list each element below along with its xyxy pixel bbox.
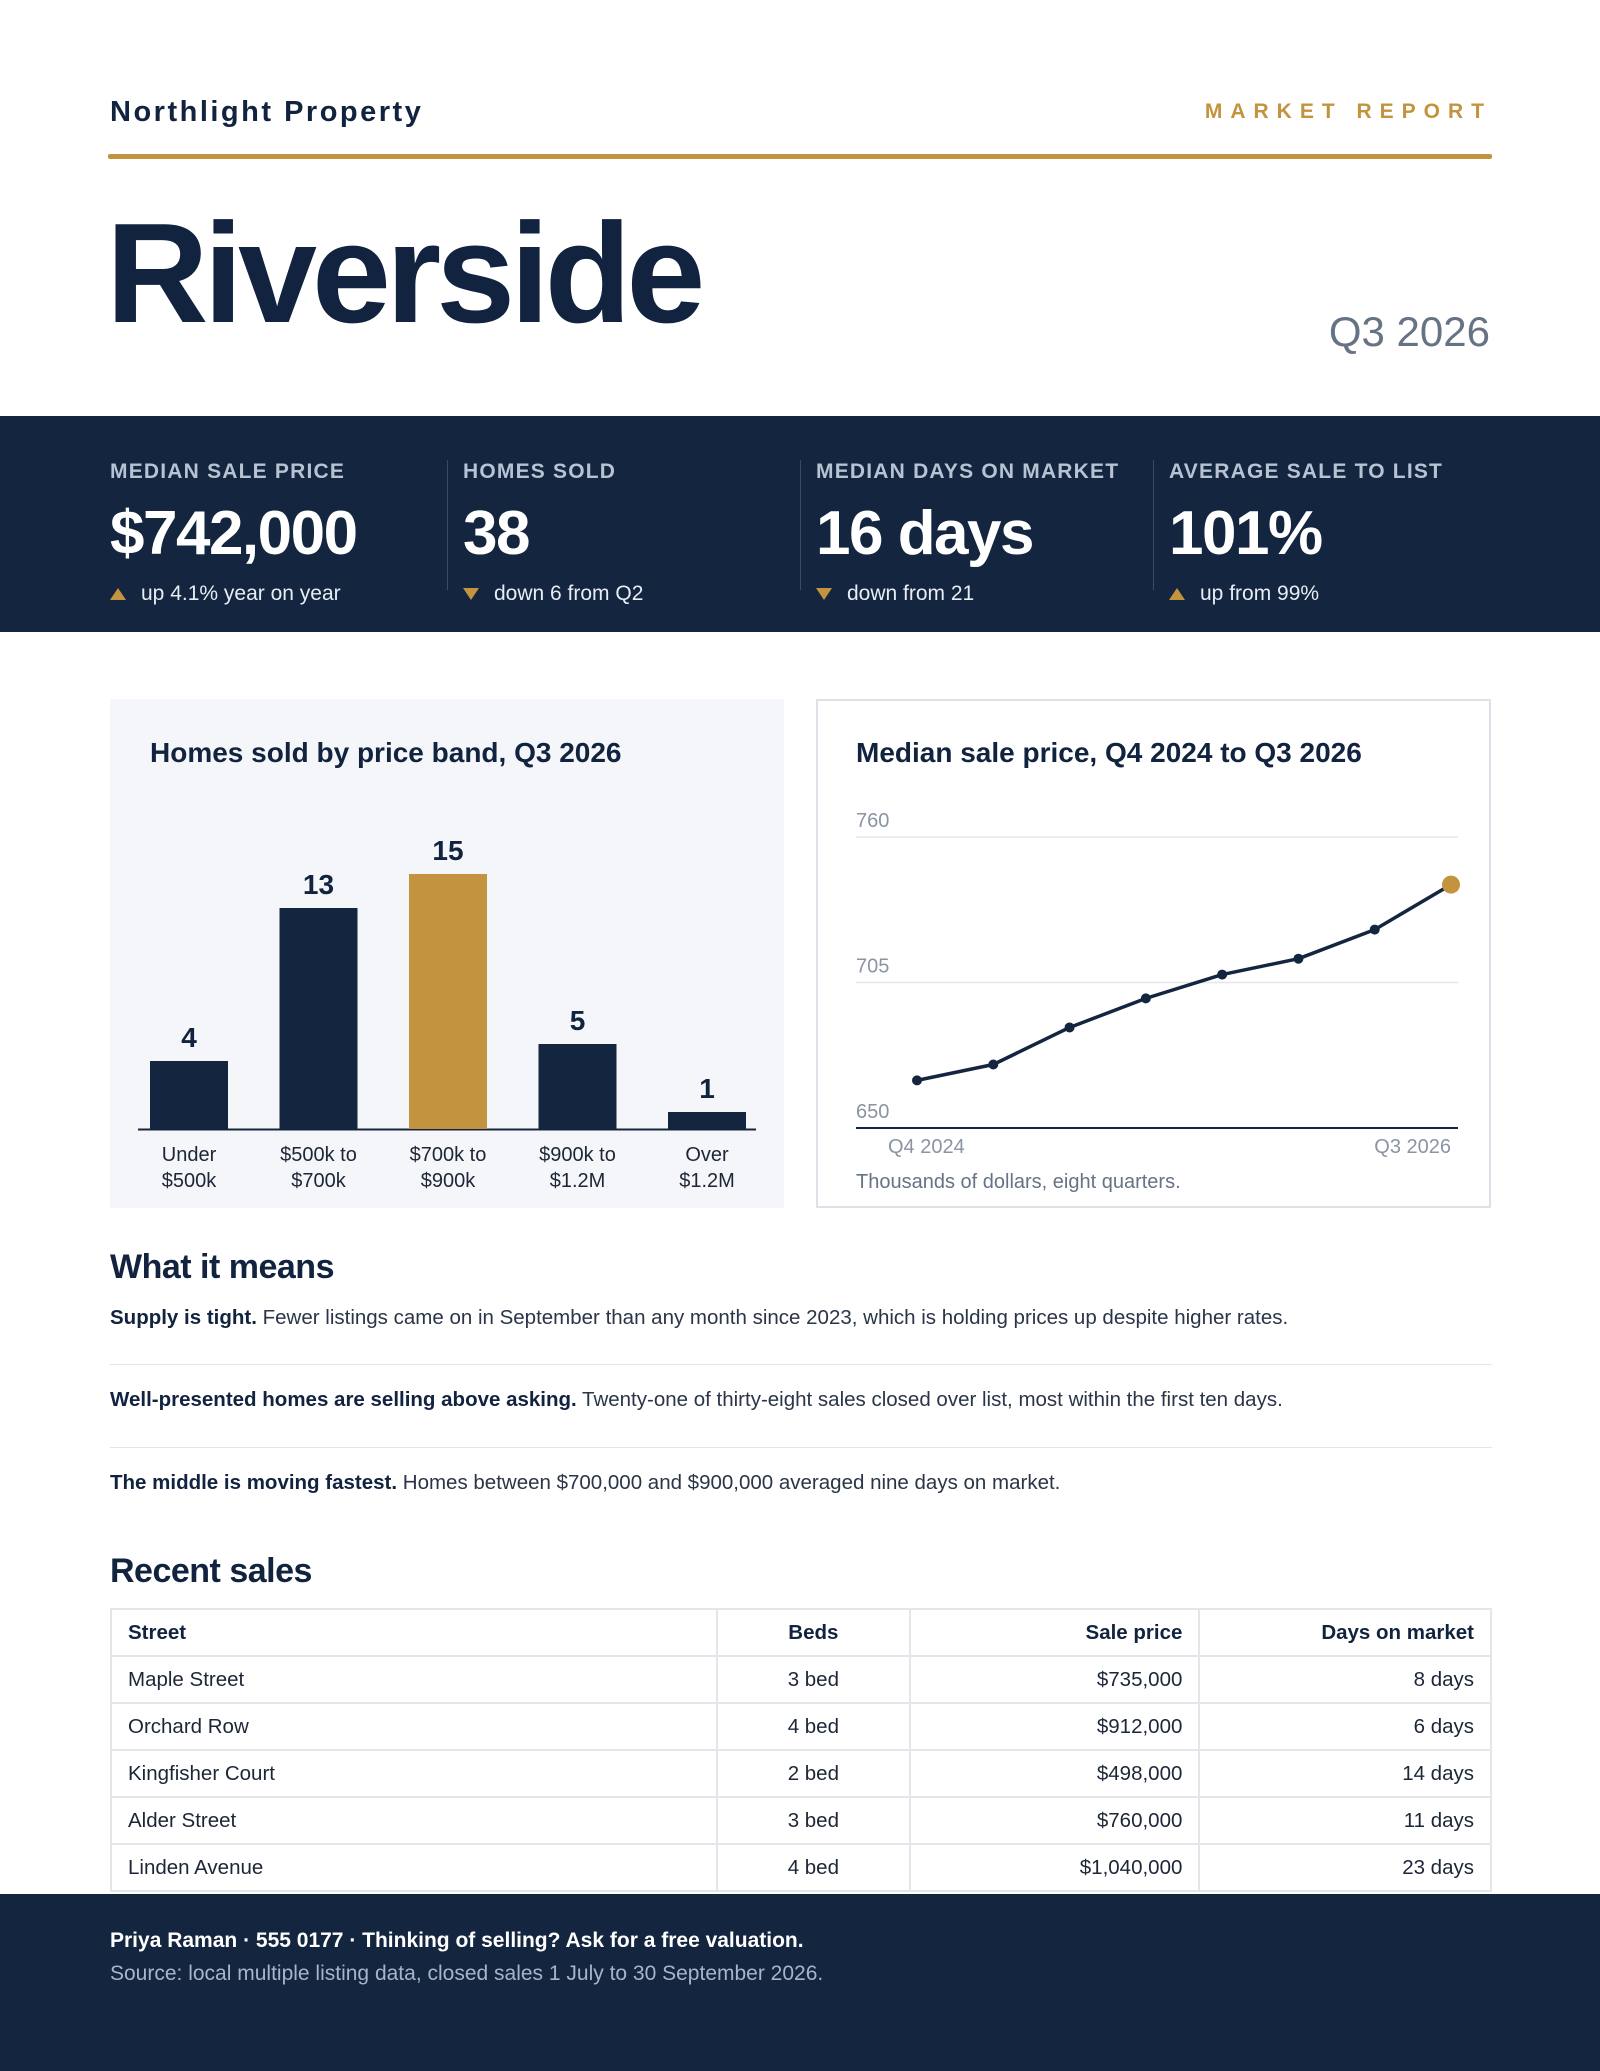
recent-sales-table: [110, 1608, 1492, 1892]
stat-label: MEDIAN DAYS ON MARKET: [816, 460, 1120, 483]
cell-sale-price: $912,000: [910, 1703, 1200, 1750]
data-point: [1370, 925, 1380, 935]
key-stats-band: [0, 416, 1600, 632]
bar-value-label: 15: [432, 835, 464, 866]
category-label: $1.2M: [679, 1170, 735, 1192]
table-row: [111, 1703, 1491, 1750]
stat-label: HOMES SOLD: [463, 460, 617, 483]
stat-value: 16 days: [816, 499, 1034, 568]
data-point: [1217, 970, 1227, 980]
cell-sale-price: $1,040,000: [910, 1844, 1200, 1891]
cell-street: Alder Street: [111, 1797, 717, 1844]
cell-street: Maple Street: [111, 1656, 717, 1703]
cell-beds: 4 bed: [717, 1844, 910, 1891]
data-point: [1293, 954, 1303, 964]
stat-change-text: down from 21: [847, 582, 975, 605]
cell-beds: 4 bed: [717, 1703, 910, 1750]
report-period: Q3 2026: [1328, 308, 1490, 355]
cell-sale-price: $735,000: [910, 1656, 1200, 1703]
category-label: $1.2M: [549, 1170, 606, 1192]
cell-street: Orchard Row: [111, 1703, 717, 1750]
stat-change-text: down 6 from Q2: [494, 582, 644, 605]
insight-lead: The middle is moving fastest.: [110, 1471, 398, 1494]
stat-value: 101%: [1169, 499, 1322, 568]
cell-beds: 2 bed: [717, 1750, 910, 1797]
category-label: $700k to: [409, 1144, 487, 1166]
cell-days-on-market: 6 days: [1199, 1703, 1491, 1750]
trend-up-icon: [110, 588, 126, 600]
data-point: [1141, 993, 1151, 1003]
category-label: $900k to: [539, 1144, 616, 1166]
insights-heading: What it means: [110, 1248, 334, 1286]
category-label: Over: [685, 1144, 729, 1166]
table-row: [111, 1656, 1491, 1703]
stat-label: AVERAGE SALE TO LIST: [1169, 460, 1444, 483]
column-header-street: Street: [111, 1609, 717, 1656]
insight-divider: [110, 1447, 1492, 1448]
chart-caption: Thousands of dollars, eight quarters.: [856, 1171, 1181, 1193]
bar-value-label: 5: [569, 1005, 586, 1036]
trend-down-icon: [463, 588, 479, 600]
category-label: $500k: [161, 1170, 217, 1192]
insight-text: Homes between $700,000 and $900,000 averaged nine days on market.: [397, 1471, 1061, 1494]
y-tick-label: 705: [856, 955, 890, 978]
bar: [409, 874, 487, 1129]
agent-contact: Priya Raman · 555 0177 · Thinking of selling? Ask for a free valuation.: [110, 1929, 804, 1952]
x-tick-label: Q4 2024: [888, 1136, 965, 1158]
insight-lead: Supply is tight.: [110, 1306, 257, 1329]
x-tick-label: Q3 2026: [1374, 1136, 1451, 1158]
median-price-chart-card: [816, 699, 1491, 1208]
stat-change: [110, 582, 341, 606]
category-label: $500k to: [280, 1144, 357, 1166]
bar: [668, 1112, 746, 1129]
bar-value-label: 4: [181, 1022, 197, 1053]
cell-days-on-market: 11 days: [1199, 1797, 1491, 1844]
insight-text: Fewer listings came on in September than any month since 2023, which is holding prices up despite higher rates.: [256, 1306, 1289, 1329]
stat-divider: [800, 460, 801, 590]
insight-lead: Well-presented homes are selling above asking.: [110, 1388, 577, 1411]
document-type: MARKET REPORT: [1204, 100, 1492, 123]
stat-change: [1169, 582, 1319, 606]
footer: [0, 1894, 1600, 2071]
chart-title: Median sale price, Q4 2024 to Q3 2026: [856, 737, 1362, 768]
chart-title: Homes sold by price band, Q3 2026: [150, 737, 622, 768]
column-header-days-on-market: Days on market: [1199, 1609, 1491, 1656]
table-row: [111, 1844, 1491, 1891]
bar: [150, 1061, 228, 1129]
category-label: $900k: [420, 1170, 476, 1192]
y-tick-label: 760: [856, 810, 890, 832]
stat-change: [816, 582, 974, 606]
stat-change-text: up from 99%: [1200, 582, 1320, 605]
latest-data-point: [1442, 876, 1460, 894]
cell-sale-price: $760,000: [910, 1797, 1200, 1844]
bar: [280, 908, 358, 1129]
stat-divider: [447, 460, 448, 590]
cell-beds: 3 bed: [717, 1656, 910, 1703]
stat-value: $742,000: [110, 499, 357, 568]
stat-divider: [1153, 460, 1154, 590]
page-title: Riverside: [106, 194, 701, 353]
header-rule: [108, 154, 1492, 159]
bar-value-label: 13: [302, 869, 335, 900]
stat-value: 38: [463, 499, 529, 568]
cell-street: Linden Avenue: [111, 1844, 717, 1891]
y-tick-label: 650: [856, 1101, 890, 1123]
median-price-line-chart: [818, 701, 1489, 1206]
column-header-beds: Beds: [717, 1609, 910, 1656]
stat-change-text: up 4.1% year on year: [141, 582, 341, 605]
insight-item: [110, 1471, 1492, 1495]
data-point: [1065, 1022, 1075, 1032]
insight-text: Twenty-one of thirty-eight sales closed over list, most within the first ten days.: [576, 1388, 1283, 1411]
cell-sale-price: $498,000: [910, 1750, 1200, 1797]
trend-up-icon: [1169, 588, 1185, 600]
cell-days-on-market: 14 days: [1199, 1750, 1491, 1797]
data-point: [988, 1060, 998, 1070]
category-label: Under: [161, 1144, 217, 1166]
brand-name: Northlight Property: [110, 96, 424, 128]
data-source-note: Source: local multiple listing data, closed sales 1 July to 30 September 2026.: [110, 1962, 824, 1985]
column-header-sale-price: Sale price: [910, 1609, 1200, 1656]
table-row: [111, 1750, 1491, 1797]
insight-divider: [110, 1364, 1492, 1365]
cell-beds: 3 bed: [717, 1797, 910, 1844]
category-label: $700k: [291, 1170, 346, 1192]
insight-item: [110, 1306, 1492, 1330]
bar-value-label: 1: [699, 1073, 715, 1104]
insight-item: [110, 1388, 1492, 1412]
price-band-chart-card: [110, 699, 784, 1208]
cell-days-on-market: 23 days: [1199, 1844, 1491, 1891]
data-point: [912, 1075, 922, 1085]
sales-heading: Recent sales: [110, 1552, 312, 1590]
cell-street: Kingfisher Court: [111, 1750, 717, 1797]
table-row: [111, 1797, 1491, 1844]
report-header: [110, 96, 1492, 130]
table-header-row: [111, 1609, 1491, 1656]
trend-down-icon: [816, 588, 832, 600]
stat-label: MEDIAN SALE PRICE: [110, 460, 346, 483]
stat-change: [463, 582, 643, 606]
price-band-bar-chart: [110, 699, 784, 1208]
cell-days-on-market: 8 days: [1199, 1656, 1491, 1703]
bar: [539, 1044, 617, 1129]
